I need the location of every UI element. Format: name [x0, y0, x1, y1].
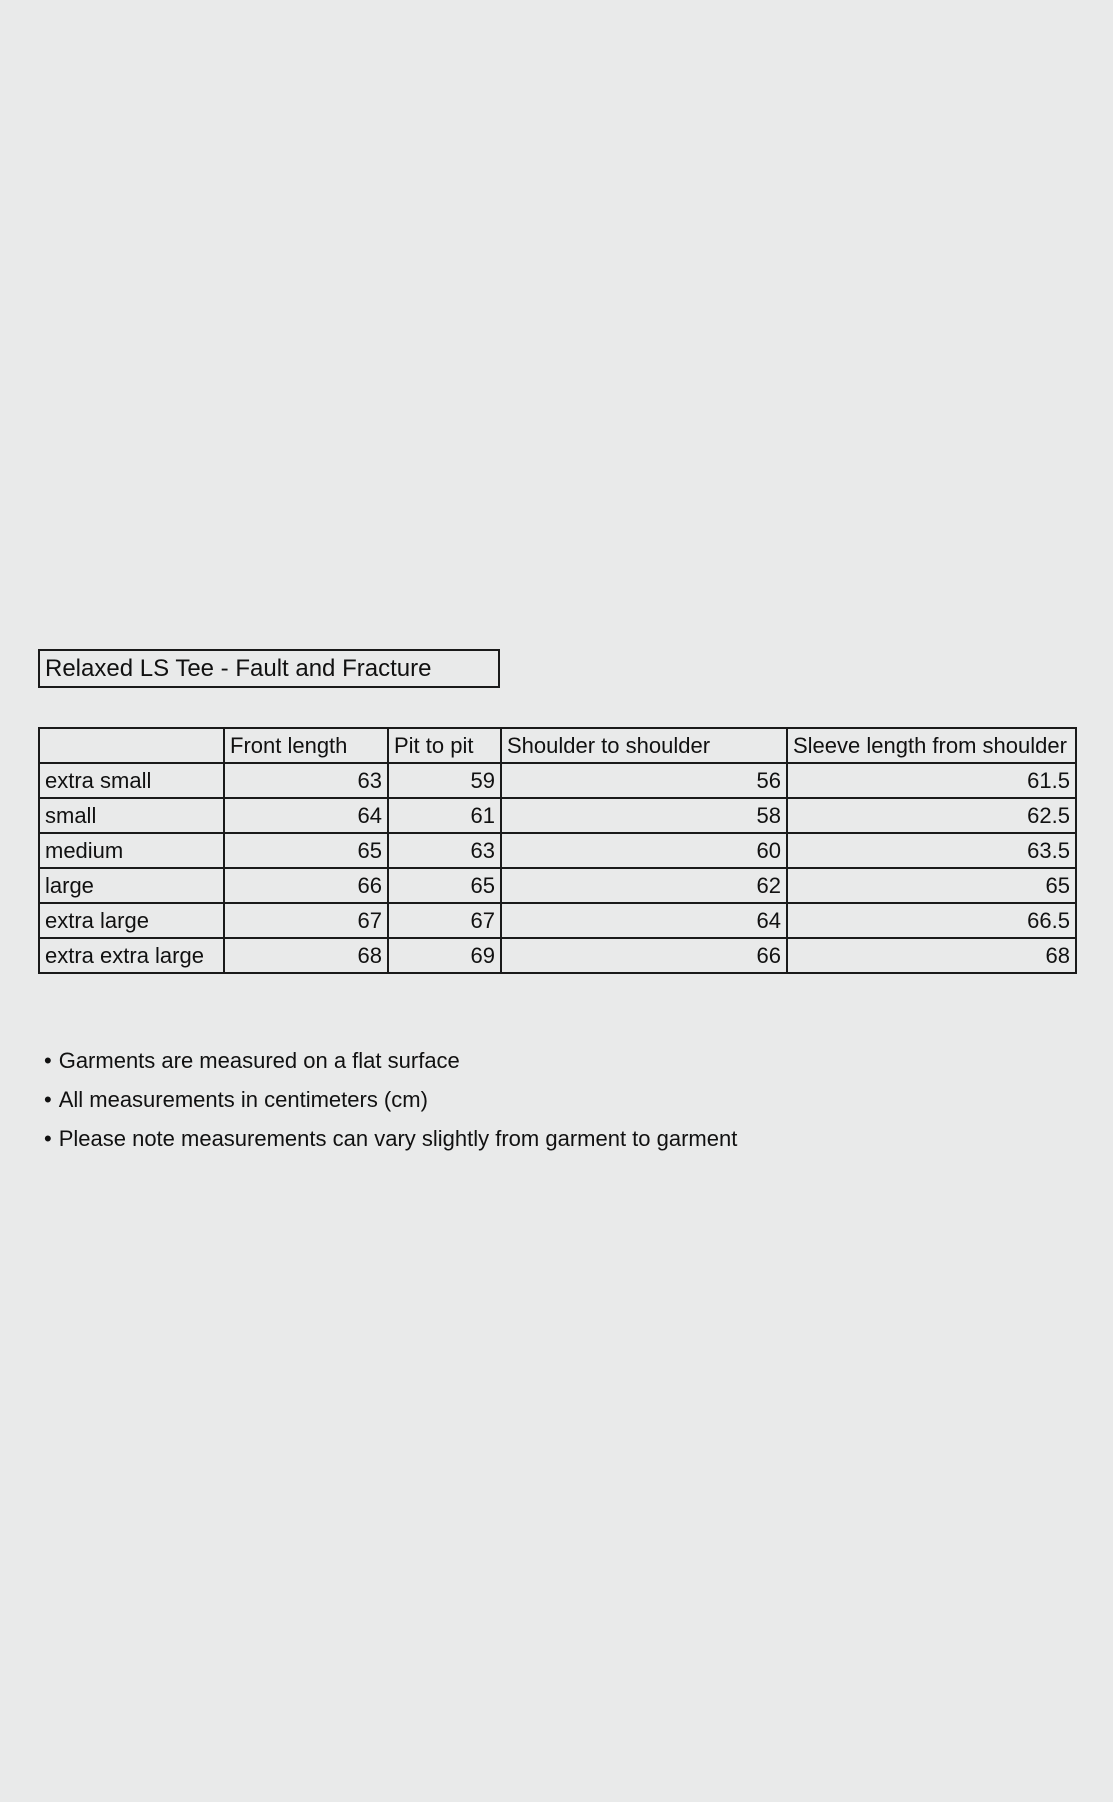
front-length-value: 67 [224, 903, 388, 938]
shoulder-to-shoulder-value: 60 [501, 833, 787, 868]
table-row [39, 833, 1076, 868]
header-cell-front-length: Front length [224, 728, 388, 763]
front-length-value: 66 [224, 868, 388, 903]
shoulder-to-shoulder-value: 58 [501, 798, 787, 833]
shoulder-to-shoulder-value: 62 [501, 868, 787, 903]
note-item: • All measurements in centimeters (cm) [44, 1080, 737, 1119]
size-label: extra small [39, 763, 224, 798]
table-row [39, 903, 1076, 938]
size-chart-table [38, 727, 1077, 974]
header-cell-shoulder-to-shoulder: Shoulder to shoulder [501, 728, 787, 763]
pit-to-pit-value: 65 [388, 868, 501, 903]
shoulder-to-shoulder-value: 64 [501, 903, 787, 938]
size-label: medium [39, 833, 224, 868]
note-item: • Garments are measured on a flat surface [44, 1041, 737, 1080]
size-label: large [39, 868, 224, 903]
header-cell-pit-to-pit: Pit to pit [388, 728, 501, 763]
front-length-value: 65 [224, 833, 388, 868]
pit-to-pit-value: 69 [388, 938, 501, 973]
table-header-row [39, 728, 1076, 763]
sleeve-length-value: 65 [787, 868, 1076, 903]
shoulder-to-shoulder-value: 66 [501, 938, 787, 973]
table-row [39, 763, 1076, 798]
pit-to-pit-value: 63 [388, 833, 501, 868]
front-length-value: 64 [224, 798, 388, 833]
note-item: • Please note measurements can vary slightly from garment to garment [44, 1119, 737, 1158]
size-chart-title: Relaxed LS Tee - Fault and Fracture [38, 649, 500, 688]
pit-to-pit-value: 67 [388, 903, 501, 938]
sleeve-length-value: 66.5 [787, 903, 1076, 938]
size-label: extra large [39, 903, 224, 938]
pit-to-pit-value: 59 [388, 763, 501, 798]
header-cell-size [39, 728, 224, 763]
sleeve-length-value: 62.5 [787, 798, 1076, 833]
front-length-value: 68 [224, 938, 388, 973]
table-row [39, 868, 1076, 903]
sleeve-length-value: 61.5 [787, 763, 1076, 798]
front-length-value: 63 [224, 763, 388, 798]
sleeve-length-value: 63.5 [787, 833, 1076, 868]
header-cell-sleeve-length: Sleeve length from shoulder [787, 728, 1076, 763]
size-label: extra extra large [39, 938, 224, 973]
size-label: small [39, 798, 224, 833]
sleeve-length-value: 68 [787, 938, 1076, 973]
measurement-notes [44, 1041, 737, 1158]
table-row [39, 938, 1076, 973]
pit-to-pit-value: 61 [388, 798, 501, 833]
shoulder-to-shoulder-value: 56 [501, 763, 787, 798]
table-row [39, 798, 1076, 833]
